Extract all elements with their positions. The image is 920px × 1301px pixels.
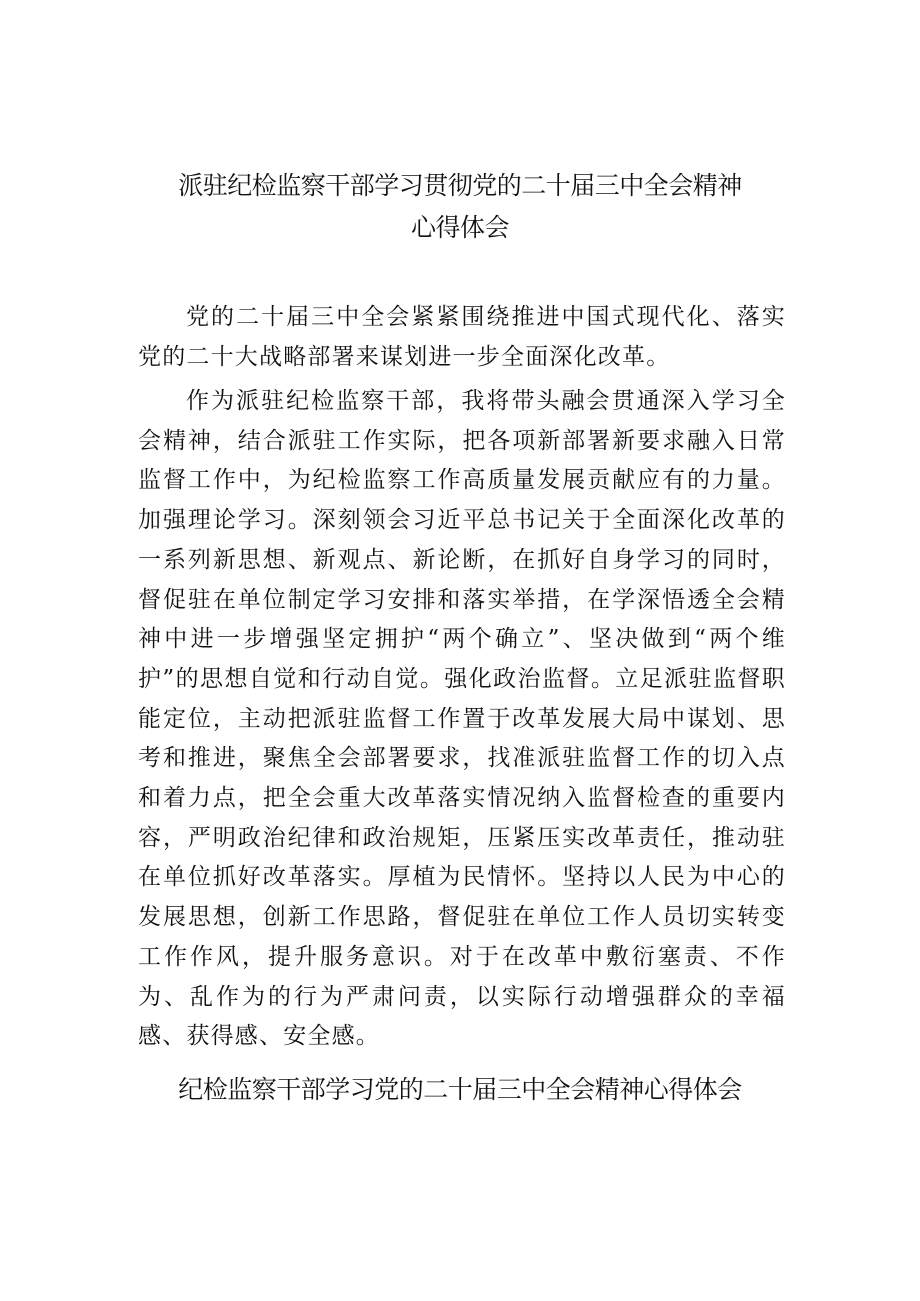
body-paragraph-1: 党的二十届三中全会紧紧围绕推进中国式现代化、落实党的二十大战略部署来谋划进一步全面深化改革。 (138, 304, 786, 370)
next-article-title: 纪检监察干部学习党的二十届三中全会精神心得体会 (178, 1075, 742, 1104)
body-paragraph-2: 作为派驻纪检监察干部，我将带头融会贯通深入学习全会精神，结合派驻工作实际，把各项新部署新要求融入日常监督工作中，为纪检监察工作高质量发展贡献应有的力量。加强理论学习。深刻领会习近平总书记关于全面深化改革的一系列新思想、新观点、新论断，在抓好自身学习的同时，督促驻在单位制定学习安排和落实举措，在学深悟透全会精神中进一步增强坚定拥护“两个确立”、坚决做到“两个维护”的思想自觉和行动自觉。强化政治监督。立足派驻监督职能定位，主动把派驻监督工作置于改革发展大局中谋划、思考和推进，聚焦全会部署要求，找准派驻监督工作的切入点和着力点，把全会重大改革落实情况纳入监督检查的重要内容，严明政治纪律和政治规矩，压紧压实改革责任，推动驻在单位抓好改革落实。厚植为民情怀。坚持以人民为中心的发展思想，创新工作思路，督促驻在单位工作人员切实转变工作作风，提升服务意识。对于在改革中敷衍塞责、不作为、乱作为的行为严肃问责，以实际行动增强群众的幸福感、获得感、安全感。 (138, 388, 786, 1050)
document-title-line-1: 派驻纪检监察干部学习贯彻党的二十届三中全会精神 (178, 171, 742, 200)
document-title-line-2: 心得体会 (410, 213, 509, 242)
